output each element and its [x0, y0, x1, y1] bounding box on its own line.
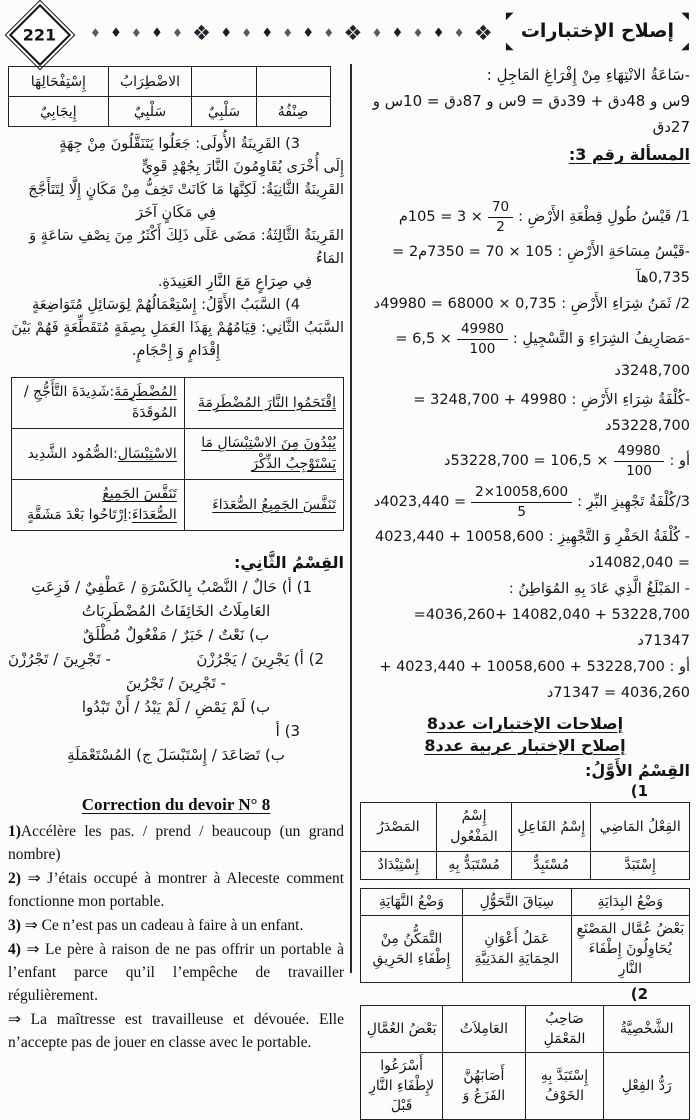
clues-paragraph — [8, 133, 344, 363]
left-column — [8, 64, 344, 1055]
table-cell: الشَّخْصِيَّةُ — [604, 1006, 690, 1053]
table-cell — [184, 378, 343, 429]
classification-table — [8, 66, 331, 127]
table-cell: إِسْتَبَدَّ — [591, 852, 690, 880]
right-column — [360, 62, 690, 1120]
math-text: × 106,5 = 53228,700د — [443, 453, 609, 469]
text-line: فِي صِرَاعٍ مَعَ النَّارِ العَنِيدَةِ. — [157, 274, 312, 290]
item-text: ⇒ Le père à raison de ne pas offrir un portable à l’enfant parce qu’il l’empêche de travailler régulièrement. — [8, 941, 345, 1004]
math-line — [360, 442, 690, 480]
section-title: القِسْمُ الثَّانِي: — [233, 553, 344, 572]
french-item — [8, 820, 344, 866]
corner-mark-icon: ◣ — [505, 41, 514, 52]
diamond-icon: ♦ — [323, 26, 335, 40]
page-title-text: إصلاح الإختبارات — [520, 20, 674, 42]
phrase-text: اِقْتَحَمُوا النَّارَ المُضْطَرِمَةَ — [198, 394, 336, 411]
table-cell: إِسْمُ الفَاعِلِ — [512, 803, 591, 852]
table-row — [361, 803, 690, 852]
table-row — [361, 1053, 690, 1120]
text-line: إِلَى أُخْرَى يُقَاوِمُونَ النَّارَ بِجُهْدٍ قَوِيٍّ — [141, 159, 344, 175]
item-number: 1) — [8, 823, 21, 840]
math-line: - المَبْلَغُ الَّذِي عَادَ بِهِ المُوَاطِنُ : — [508, 581, 690, 597]
fraction — [471, 483, 572, 521]
exercise-label: 2) — [630, 985, 648, 1003]
math-line: 2/ ثَمَنُ شِرَاءِ الأَرْضِ : 0,735 × 68000 = 49980د — [373, 296, 690, 312]
math-text: × 3 = 105م — [398, 209, 483, 225]
table-cell: وَضْعُ البِدَايَةِ — [571, 889, 689, 916]
table-cell: الفِعْلُ المَاضِي — [591, 803, 690, 852]
diamond-icon: ♦ — [131, 26, 142, 40]
characters-table — [360, 1005, 690, 1120]
math-line: 53228,700د — [605, 418, 690, 434]
diamond-icon: ♦ — [261, 25, 274, 41]
text-line: 4) السَّبَبُ الأَوَّلُ: إِسْتِعْمَالُهُمْ لِوَسَائِلِ مُتَوَاضِعَةٍ — [32, 297, 300, 313]
math-text: 3/كُلْفَةُ تَجْهِيزِ البِّرِ : — [577, 494, 690, 510]
term-text: تَنَفَّسَ الجَمِيعُ الصُّعَدَاءَ — [102, 486, 177, 523]
fraction — [457, 320, 508, 358]
math-line — [360, 320, 690, 384]
diamond-icon: ♦ — [151, 25, 163, 41]
table-cell: صَاحِبُ المَعْمَلِ — [525, 1006, 604, 1053]
text-line: السَّبَبُ الثَّانِي: قِيَامُهُمْ بِهَذَا العَمَلِ بِصِفَةٍ مُتَقَطِّعَةٍ فَهُمْ بَيْنَ — [11, 320, 344, 336]
table-cell: مُسْتَبِدٌّ — [512, 852, 591, 880]
french-item — [8, 867, 344, 913]
corner-mark-icon: ◤ — [505, 11, 514, 22]
text-line: القَرِينَةُ الثَّانِيَةُ: لَكِنَّهَا مَا كَانَتْ تَخِفُّ مِنْ مَكَانٍ إِلَّا لِتَتَأَجَّجَ — [28, 182, 344, 198]
table-cell: رَدُّ الفِعْلِ — [604, 1053, 690, 1120]
text-line: العَامِلَاتُ الخَائِفَاتُ المُضْطَرِبَاتُ — [81, 602, 271, 620]
table-row — [9, 97, 331, 127]
phrase-text: يُبْدُونَ مِنَ الاسْتِبْسَالِ مَا يَسْتَوْجِبُ الذِّكْرَ — [201, 435, 336, 472]
table-cell: أَصَابَهُنَّ الفَزَعُ وَ — [443, 1053, 525, 1120]
text-line: 3) أ — [275, 722, 300, 740]
math-line — [360, 483, 690, 521]
table-cell: إِسْتِبْدَادٌ — [361, 852, 437, 880]
diamond-icon: ♦ — [391, 25, 404, 41]
fraction-numerator: 2×10058,600 — [471, 483, 572, 503]
item-text: ⇒ Ce n’est pas un cadeau à faire à un enfant. — [24, 917, 304, 934]
morphology-table — [360, 802, 690, 880]
math-text: أو : — [669, 453, 690, 469]
math-text: × 6,5 = 3248,700د — [395, 331, 690, 379]
text-segment: 2) أ) يَجْرِينَ / يَجْرُزْنَ — [196, 650, 324, 668]
vocabulary-table — [11, 377, 344, 531]
text-line — [8, 647, 344, 671]
fraction-numerator: 49980 — [457, 320, 508, 340]
table-row — [12, 378, 344, 429]
math-line: 53228,700 + 14082,040 +4036,260= 71347د — [413, 607, 690, 649]
problem-title — [360, 142, 690, 168]
fraction-denominator: 100 — [469, 341, 496, 357]
corner-mark-icon: ◥ — [681, 11, 689, 22]
corner-mark-icon: ◢ — [681, 41, 689, 52]
page-number-badge — [9, 4, 71, 66]
fraction — [488, 198, 513, 236]
french-item — [8, 1008, 344, 1054]
term-text: المُضْطَرِمَةَ — [114, 384, 177, 400]
french-item — [8, 914, 344, 937]
table-row — [12, 429, 344, 480]
diamond-cluster-icon: ❖ — [192, 20, 211, 45]
intro-line: -سَاعَةُ الانْتِهَاءِ مِنْ إِفْرَاغِ المَاجِلِ : — [486, 66, 690, 84]
arabic-test-heading — [360, 736, 690, 755]
table-cell: بَعْضُ العُمَّالِ — [361, 1006, 443, 1053]
section-one-title: القِسْمُ الأَوَّلُ: — [584, 761, 690, 780]
diamond-icon: ♦ — [220, 25, 232, 41]
intro-line: 9س و 48دق + 39دق = 9س و 87دق = 10س و 27دق — [372, 92, 690, 136]
arabic-test-heading-text: إصلاح الإختبار عربية عدد8 — [424, 736, 626, 755]
page-title — [505, 11, 690, 53]
table-cell: سَلْبِيٌ — [192, 97, 256, 127]
diamond-cluster-icon: ❖ — [343, 20, 363, 45]
fraction-denominator: 100 — [626, 463, 652, 479]
diamond-cluster-icon: ❖ — [473, 20, 493, 45]
text-line: 3) القَرِينَةُ الأُولَى: جَعَلُوا يَتَنَقَّلُونَ مِنْ جِهَةٍ — [59, 136, 300, 152]
math-line: 4036,260 = 71347د — [546, 685, 690, 701]
corrections-heading — [360, 714, 690, 733]
item-text: Accélère les pas. / prend / beaucoup (un grand nombre) — [8, 823, 344, 863]
page-header — [6, 2, 692, 60]
diamond-icon: ♦ — [282, 26, 294, 40]
math-line: = 14082,040د — [588, 555, 690, 571]
table-row — [12, 480, 344, 531]
corrections-heading-text: إصلاحات الإختبارات عدد8 — [426, 714, 624, 733]
narrative-structure-table — [360, 888, 690, 983]
fraction-denominator: 5 — [517, 504, 526, 520]
table-cell: صِنْفُهُ — [256, 97, 330, 127]
math-line — [360, 198, 690, 236]
table-row — [361, 889, 690, 916]
table-cell: إِسْتَبَدَّ بِهِ الخَوْفُ — [525, 1053, 604, 1120]
math-text: 1/ قَيْسُ طُولِ قِطْعَةِ الأَرْضِ : — [518, 209, 690, 225]
table-cell: عَمَلُ أَعْوَانِ الحِمَايَةِ المَدَنِيَّةِ — [463, 916, 572, 983]
table-cell: سِيَاقَ التَّحَوُّلِ — [463, 889, 572, 916]
text-line: - تَجْرِينَ / تَجْرُينَ — [125, 674, 227, 692]
definition-text: :اِرْتَاحُوا بَعْدَ مَشَقَّةٍ — [27, 507, 132, 523]
text-segment: - تَجْرِينَ / تَجْرُزْنَ — [8, 650, 111, 668]
math-line: -كُلْفَةُ شِرَاءِ الأَرْضِ : 49980 + 3248,700 = — [413, 392, 690, 408]
text-line: فِي مَكَانٍ آخَرَ — [135, 205, 217, 221]
table-cell: إِسْتِفْحَالِهَا — [9, 67, 109, 97]
term-text: الاسْتِبْسَال — [117, 445, 177, 462]
fraction-numerator: 49980 — [614, 442, 665, 462]
text-line: 1) أ) حَالٌ / النَّصْبُ بِالكَسْرَةِ / عَطْفِيٌ / فَزِعَتِ — [31, 578, 312, 596]
phrase-text: تَنَفَّسَ الجَمِيعُ الصُّعَدَاءَ — [212, 496, 336, 513]
table-row — [9, 67, 331, 97]
table-cell: إِسْمُ المَفْعُول — [436, 803, 512, 852]
table-cell — [12, 429, 184, 480]
diamond-icon: ♦ — [371, 26, 383, 40]
text-line: ب) لَمْ يَمْضِ / لَمْ يَبْدُ / أَنْ تَبْدُوا — [81, 698, 271, 716]
table-cell — [12, 480, 184, 531]
diamond-icon: ♦ — [302, 25, 315, 41]
text-line: إِقْدَامٍ وَ إِحْجَامٍ. — [131, 343, 221, 359]
fraction-numerator: 70 — [488, 198, 513, 218]
definition-text: :الصُّمُود الشَّدِيد — [27, 445, 118, 462]
table-row — [361, 1006, 690, 1053]
table-cell — [184, 480, 343, 531]
item-number: 2) — [8, 870, 21, 887]
math-text: = 4023,440د — [373, 494, 467, 510]
diamond-icon: ♦ — [172, 26, 183, 40]
table-cell: التَّمَكُّنُ مِنْ إِطْفَاءِ الحَرِيقِ — [361, 916, 463, 983]
diamond-icon: ♦ — [110, 25, 122, 41]
table-cell: سَلْبِيٌ — [108, 97, 192, 127]
french-correction — [8, 793, 344, 1054]
table-cell — [184, 429, 343, 480]
definition-text: :شَدِيدَةَ التَّأَجُّجِ / المُوقَدَةَ — [23, 384, 177, 421]
text-line: ب) نَعْتٌ / خَبَرٌ / مَفْعُولٌ مُطْلَقٌ — [82, 626, 270, 644]
math-line: - كُلْفَةُ الحَفْرِ وَ التَّجْهِيزِ : 10058,600 + 4023,440 — [375, 529, 690, 545]
table-cell: بَعْضُ عُمَّال المَصْنَعِ يُحَاوِلُونَ إِطْفَاءَ النَّارِ — [571, 916, 689, 983]
section-two — [8, 551, 344, 767]
item-number: 3) — [8, 917, 21, 934]
page-number: 221 — [23, 25, 57, 45]
diamond-icon: ♦ — [412, 26, 424, 40]
math-line: -قَيْسُ مِسَاحَةِ الأَرْضِ : 105 × 70 = 7350م2 = 0,735هآ — [392, 244, 690, 286]
table-cell: مُسْتَبَدٌّ بِهِ — [436, 852, 512, 880]
table-cell: المَصْدَرُ — [361, 803, 437, 852]
french-item — [8, 938, 344, 1007]
table-cell — [192, 67, 256, 97]
text-line: ب) تَصَاعَدَ / إِسْتَبْسَلَ ج) المُسْتَعْمَلَةِ — [67, 746, 285, 764]
column-divider — [350, 64, 352, 973]
fraction — [614, 442, 665, 480]
math-text: -مَصَارِيفُ الشِرَاءِ وَ التَّسْجِيلِ : — [512, 331, 690, 347]
table-cell — [256, 67, 330, 97]
table-cell: الاضْطِرَابُ — [108, 67, 192, 97]
problem-title-text: المسألة رقم 3: — [568, 145, 690, 164]
table-row — [361, 852, 690, 880]
diamond-icon: ♦ — [432, 25, 445, 41]
item-text: ⇒ La maîtresse est travailleuse et dévouée. Elle n’accepte pas de jouer en classe avec le portable. — [8, 1011, 344, 1051]
table-cell: أَسْرَعُوا لإِطْفَاءِ النَّارِ قَبْلَ — [361, 1053, 443, 1120]
text-line: القَرِينَةُ الثَّالِثَةُ: مَضَى عَلَى ذَلِكَ أَكْثَرُ مِنَ نِصْفِ سَاعَةٍ وَ المَاءُ — [29, 228, 344, 267]
item-number: 4) — [8, 941, 21, 958]
diamond-icon: ♦ — [90, 26, 101, 40]
ornament-divider — [72, 20, 505, 45]
diamond-icon: ♦ — [241, 26, 253, 40]
table-cell: العَامِلاَتُ — [443, 1006, 525, 1053]
table-row — [361, 916, 690, 983]
table-cell: إِيجَابِيٌ — [9, 97, 109, 127]
exercise-label: 1) — [630, 782, 648, 800]
french-title: Correction du devoir N° 8 — [81, 795, 271, 814]
table-cell — [12, 378, 184, 429]
diamond-icon: ♦ — [453, 26, 465, 40]
table-cell: وَضْعُ النَّهَايَةِ — [361, 889, 463, 916]
item-text: ⇒ J’étais occupé à montrer à Aleceste comment fonctionne mon portable. — [8, 870, 344, 910]
fraction-denominator: 2 — [496, 219, 505, 235]
math-line: أو : 53228,700 + 10058,600 + 4023,440 + — [379, 659, 690, 675]
